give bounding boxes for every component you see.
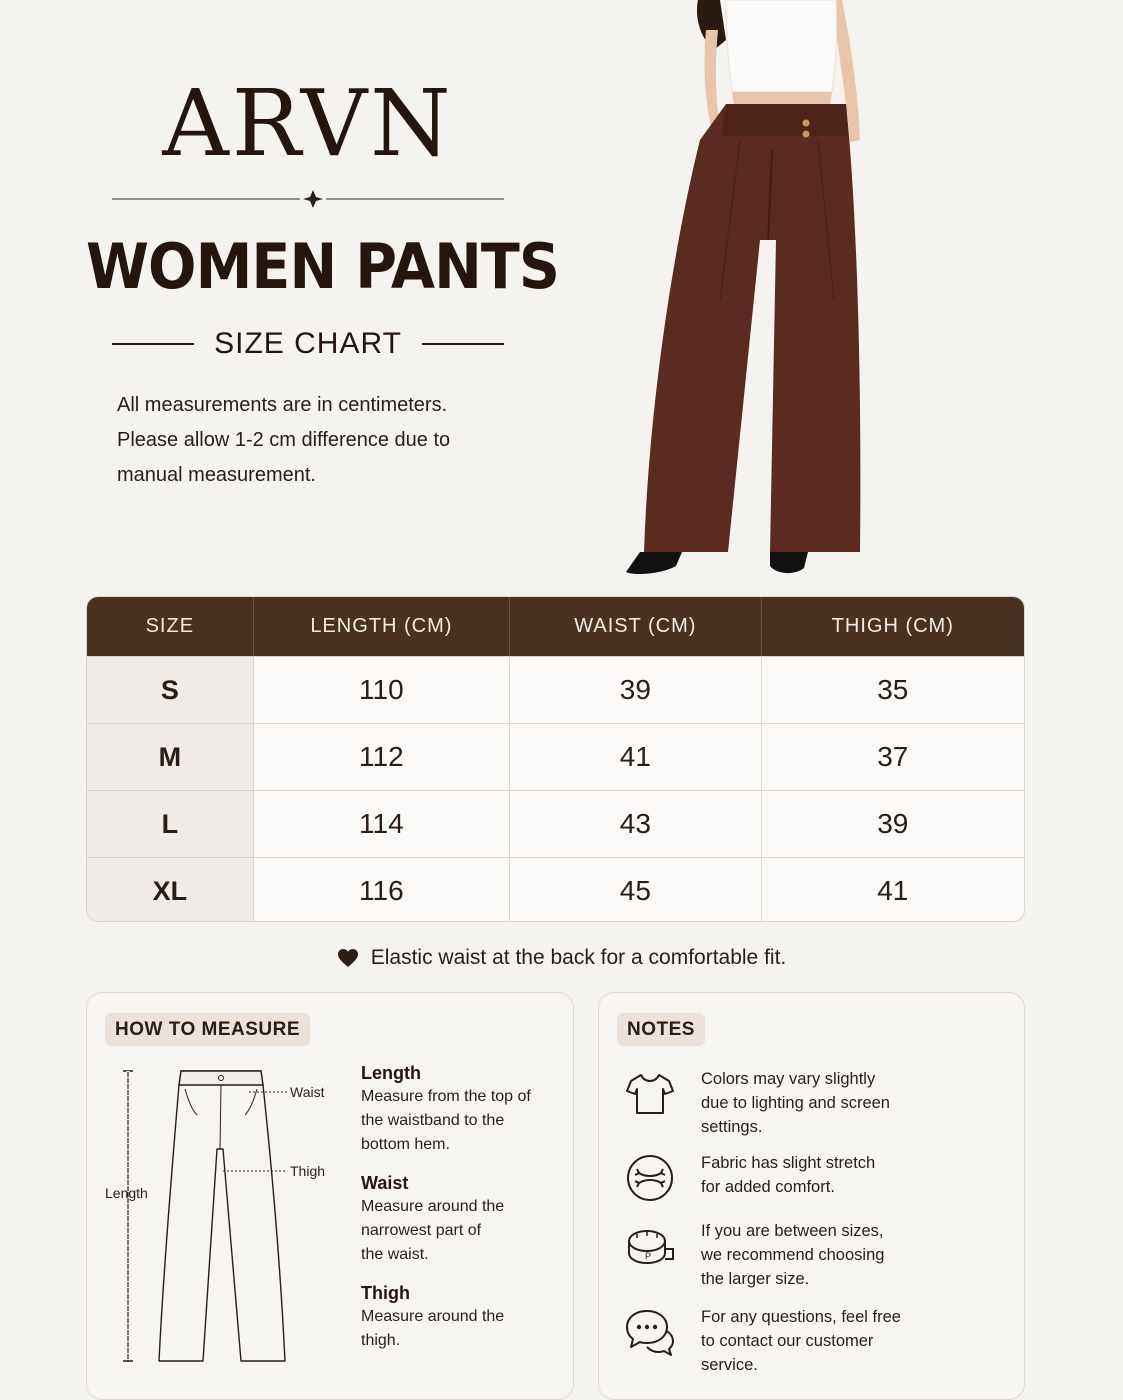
size-table [86, 596, 1025, 922]
header-size: SIZE [87, 597, 254, 656]
heart-icon [337, 948, 359, 968]
model-photo [610, 0, 910, 580]
header-waist: WAIST (CM) [510, 597, 761, 656]
svg-text:P: P [645, 1251, 652, 1261]
note-text [701, 1305, 901, 1377]
note-line: For any questions, feel free [701, 1308, 901, 1326]
table-row [87, 723, 1024, 790]
header-thigh: THIGH (CM) [831, 615, 954, 637]
cell-waist: 41 [510, 724, 761, 790]
measure-item-line: Measure around the [361, 1198, 505, 1215]
table-row [87, 656, 1024, 723]
tshirt-icon [623, 1067, 677, 1121]
elastic-note [0, 942, 1123, 974]
stretch-icon [623, 1151, 677, 1205]
header-length: LENGTH (CM) [254, 597, 510, 656]
intro-line: Please allow 1-2 cm difference due to [117, 429, 451, 451]
note-text [701, 1219, 884, 1291]
measure-item-waist [361, 1171, 566, 1267]
measure-item-thigh [361, 1281, 566, 1353]
intro-text [117, 388, 537, 493]
note-line: to contact our customer [701, 1332, 874, 1350]
measure-item-line: narrowest part of [361, 1222, 482, 1239]
measure-item-line: the waistband to the [361, 1112, 505, 1129]
subtitle-line-left [112, 343, 194, 345]
elastic-note-text: Elastic waist at the back for a comfortable fit. [370, 946, 787, 969]
cell-thigh: 37 [877, 741, 909, 772]
measure-item-line: thigh. [361, 1332, 401, 1349]
page-title: WOMEN PANTS [86, 230, 560, 303]
how-to-measure-panel [86, 992, 574, 1400]
note-line: the larger size. [701, 1270, 810, 1288]
brand-logo: ARVN [162, 70, 454, 177]
measure-item-title: Waist [361, 1173, 409, 1193]
measure-item-line: the waist. [361, 1246, 429, 1263]
subtitle: SIZE CHART [214, 327, 402, 360]
cell-waist: 43 [510, 791, 761, 857]
cell-length: 114 [254, 791, 510, 857]
table-row [87, 790, 1024, 857]
note-item [623, 1305, 1003, 1377]
notes-heading: NOTES [617, 1013, 705, 1046]
pants-diagram [97, 1059, 347, 1369]
cell-waist: 39 [510, 657, 761, 723]
measure-item-line: Measure around the [361, 1308, 505, 1325]
note-line: settings. [701, 1118, 763, 1136]
note-line: due to lighting and screen [701, 1094, 890, 1112]
note-line: service. [701, 1356, 758, 1374]
notes-panel [598, 992, 1025, 1400]
note-item [623, 1067, 1003, 1139]
table-header [87, 597, 1024, 656]
intro-line: All measurements are in centimeters. [117, 394, 448, 416]
cell-size: M [87, 724, 254, 790]
measure-instructions [361, 1061, 566, 1367]
cell-size: L [87, 791, 254, 857]
cell-thigh: 35 [877, 674, 909, 705]
subtitle-line-right [422, 343, 504, 345]
note-line: Fabric has slight stretch [701, 1154, 876, 1172]
note-line: If you are between sizes, [701, 1222, 884, 1240]
measuring-tape-icon [623, 1219, 677, 1273]
cell-size: XL [87, 858, 254, 922]
note-item [623, 1151, 1003, 1205]
brand-divider [112, 188, 504, 210]
subtitle-row [112, 324, 504, 364]
cell-thigh: 39 [877, 808, 909, 839]
measure-item-length [361, 1061, 566, 1157]
note-line: Colors may vary slightly [701, 1070, 876, 1088]
length-label: Length [105, 1185, 148, 1201]
note-item [623, 1219, 1003, 1291]
note-line: we recommend choosing [701, 1246, 885, 1264]
measure-item-title: Length [361, 1063, 421, 1083]
measure-item-title: Thigh [361, 1283, 410, 1303]
measure-item-line: bottom hem. [361, 1136, 450, 1153]
table-row [87, 857, 1024, 922]
cell-length: 112 [254, 724, 510, 790]
cell-length: 110 [254, 657, 510, 723]
measure-item-line: Measure from the top of [361, 1088, 531, 1105]
note-line: for added comfort. [701, 1178, 835, 1196]
cell-thigh: 41 [877, 875, 909, 906]
thigh-label: Thigh [290, 1163, 326, 1179]
cell-size: S [87, 657, 254, 723]
note-text [701, 1067, 890, 1139]
waist-label: Waist [290, 1084, 325, 1100]
note-text [701, 1151, 875, 1199]
how-to-measure-heading: HOW TO MEASURE [105, 1013, 310, 1046]
cell-waist: 45 [510, 858, 761, 922]
chat-bubbles-icon [623, 1305, 677, 1359]
intro-line: manual measurement. [117, 464, 316, 486]
cell-length: 116 [254, 858, 510, 922]
